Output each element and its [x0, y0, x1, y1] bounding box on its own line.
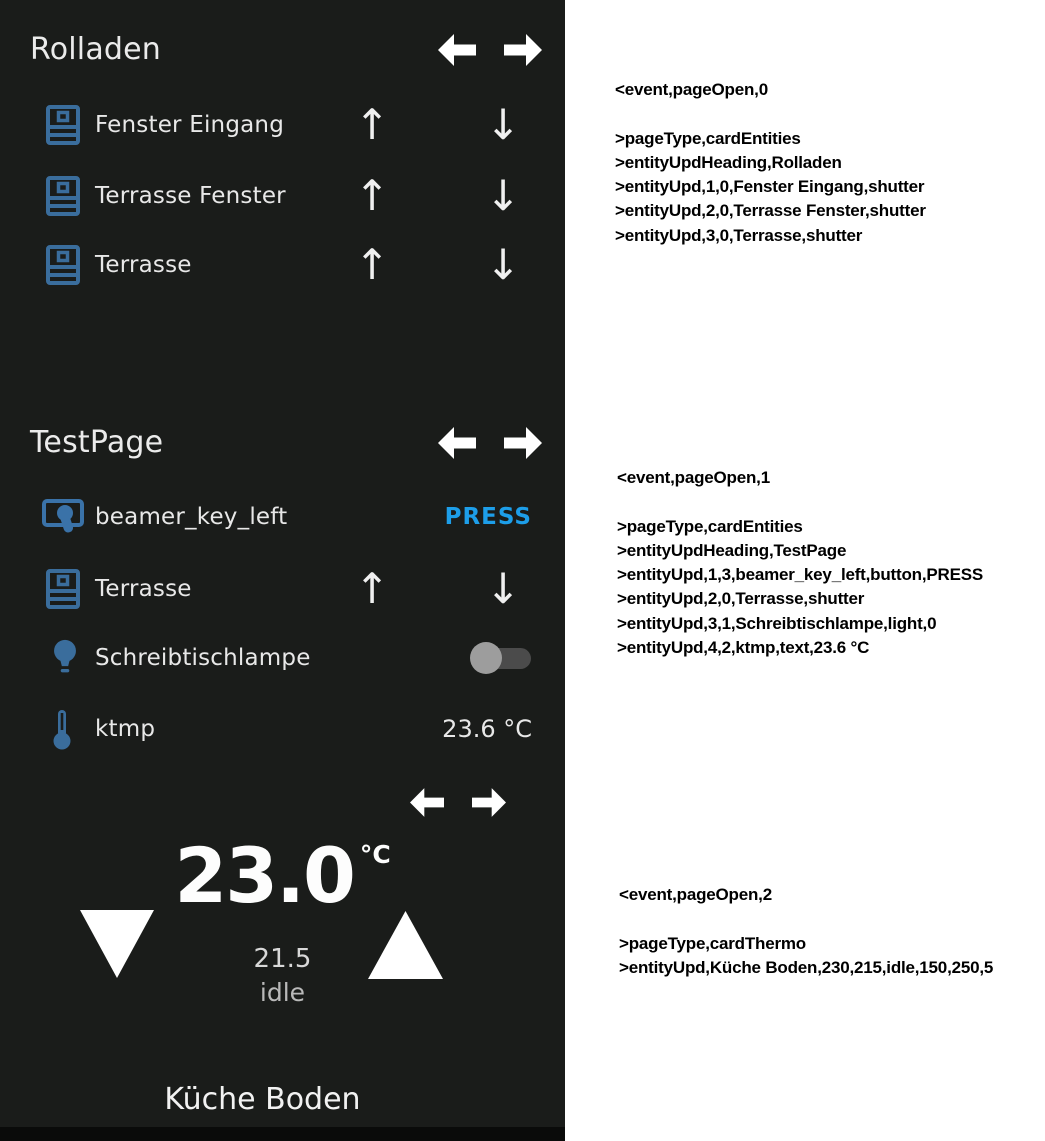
shutter-up-button[interactable]: ↑	[354, 564, 390, 613]
shutter-up-button[interactable]: ↑	[354, 100, 390, 149]
temperature-unit: °C	[359, 840, 391, 869]
shutter-icon	[46, 245, 88, 285]
arrow-right-bold-icon	[504, 427, 542, 459]
nav-prev-button[interactable]	[438, 427, 476, 459]
protocol-line: >entityUpd,1,3,beamer_key_left,button,PRESS	[617, 565, 983, 585]
gesture-tap-button-icon	[42, 498, 84, 536]
page-title: TestPage	[30, 425, 164, 460]
arrow-left-bold-icon	[438, 34, 476, 66]
shutter-icon	[46, 105, 88, 145]
protocol-line: >entityUpd,2,0,Terrasse Fenster,shutter	[615, 201, 926, 221]
protocol-commands	[617, 515, 983, 661]
protocol-block-1	[617, 466, 983, 660]
protocol-line: >entityUpdHeading,TestPage	[617, 540, 847, 560]
entity-name: Terrasse	[95, 252, 192, 278]
entity-row	[0, 630, 565, 686]
screen-bezel	[0, 1127, 565, 1141]
press-button[interactable]: PRESS	[444, 504, 532, 530]
hvac-state: idle	[259, 978, 306, 1007]
nav-prev-button[interactable]	[438, 34, 476, 66]
shutter-down-button[interactable]: ↓	[485, 240, 521, 289]
protocol-line: >entityUpdHeading,Rolladen	[615, 152, 842, 172]
protocol-event-line: <event,pageOpen,2	[619, 885, 772, 904]
shutter-icon	[46, 176, 88, 216]
shutter-down-button[interactable]: ↓	[485, 564, 521, 613]
entity-name: Fenster Eingang	[95, 112, 284, 138]
target-temperature: 21.5	[253, 944, 312, 974]
arrow-right-bold-icon	[504, 34, 542, 66]
shutter-up-button[interactable]: ↑	[354, 240, 390, 289]
protocol-block-2	[619, 883, 993, 980]
nav-next-button[interactable]	[504, 427, 542, 459]
protocol-event-line: <event,pageOpen,1	[617, 468, 770, 487]
shutter-down-button[interactable]: ↓	[485, 171, 521, 220]
entity-row	[0, 489, 565, 545]
protocol-line: >entityUpd,4,2,ktmp,text,23.6 °C	[617, 638, 870, 658]
entity-name: Schreibtischlampe	[95, 645, 311, 671]
nav-prev-button[interactable]	[410, 788, 444, 817]
entity-row	[0, 701, 565, 757]
shutter-up-button[interactable]: ↑	[354, 171, 390, 220]
protocol-line: >entityUpd,3,1,Schreibtischlampe,light,0	[617, 613, 937, 633]
toggle-knob	[470, 642, 502, 674]
entity-row	[0, 97, 565, 153]
protocol-event-line: <event,pageOpen,0	[615, 80, 768, 99]
entity-row	[0, 237, 565, 293]
protocol-commands	[615, 127, 926, 248]
arrow-right-bold-icon	[472, 788, 506, 817]
nav-next-button[interactable]	[504, 34, 542, 66]
protocol-line: >pageType,cardEntities	[615, 128, 801, 148]
protocol-line: >entityUpd,1,0,Fenster Eingang,shutter	[615, 177, 925, 197]
arrow-left-bold-icon	[438, 427, 476, 459]
protocol-block-0	[615, 78, 926, 248]
light-toggle[interactable]	[470, 641, 532, 675]
protocol-line: >pageType,cardEntities	[617, 516, 803, 536]
protocol-commands	[619, 932, 993, 981]
entity-name: Terrasse	[95, 576, 192, 602]
entity-name: beamer_key_left	[95, 504, 288, 530]
shutter-down-button[interactable]: ↓	[485, 100, 521, 149]
thermometer-icon	[52, 708, 94, 750]
entity-row	[0, 168, 565, 224]
shutter-icon	[46, 569, 88, 609]
current-temperature	[0, 831, 565, 920]
protocol-line: >pageType,cardThermo	[619, 933, 806, 953]
page-title: Rolladen	[30, 32, 162, 67]
lightbulb-icon	[50, 638, 92, 678]
entity-name: Terrasse Fenster	[95, 183, 286, 209]
entity-row	[0, 561, 565, 617]
current-temperature-value: 23.0	[174, 831, 354, 920]
nav-next-button[interactable]	[472, 788, 506, 817]
protocol-line: >entityUpd,Küche Boden,230,215,idle,150,250,5	[619, 957, 994, 977]
thermostat-title: Küche Boden	[164, 1082, 361, 1117]
protocol-line: >entityUpd,2,0,Terrasse,shutter	[617, 589, 865, 609]
protocol-line: >entityUpd,3,0,Terrasse,shutter	[615, 225, 863, 245]
arrow-left-bold-icon	[410, 788, 444, 817]
sensor-value: 23.6 °C	[442, 715, 532, 743]
entity-name: ktmp	[95, 716, 156, 742]
